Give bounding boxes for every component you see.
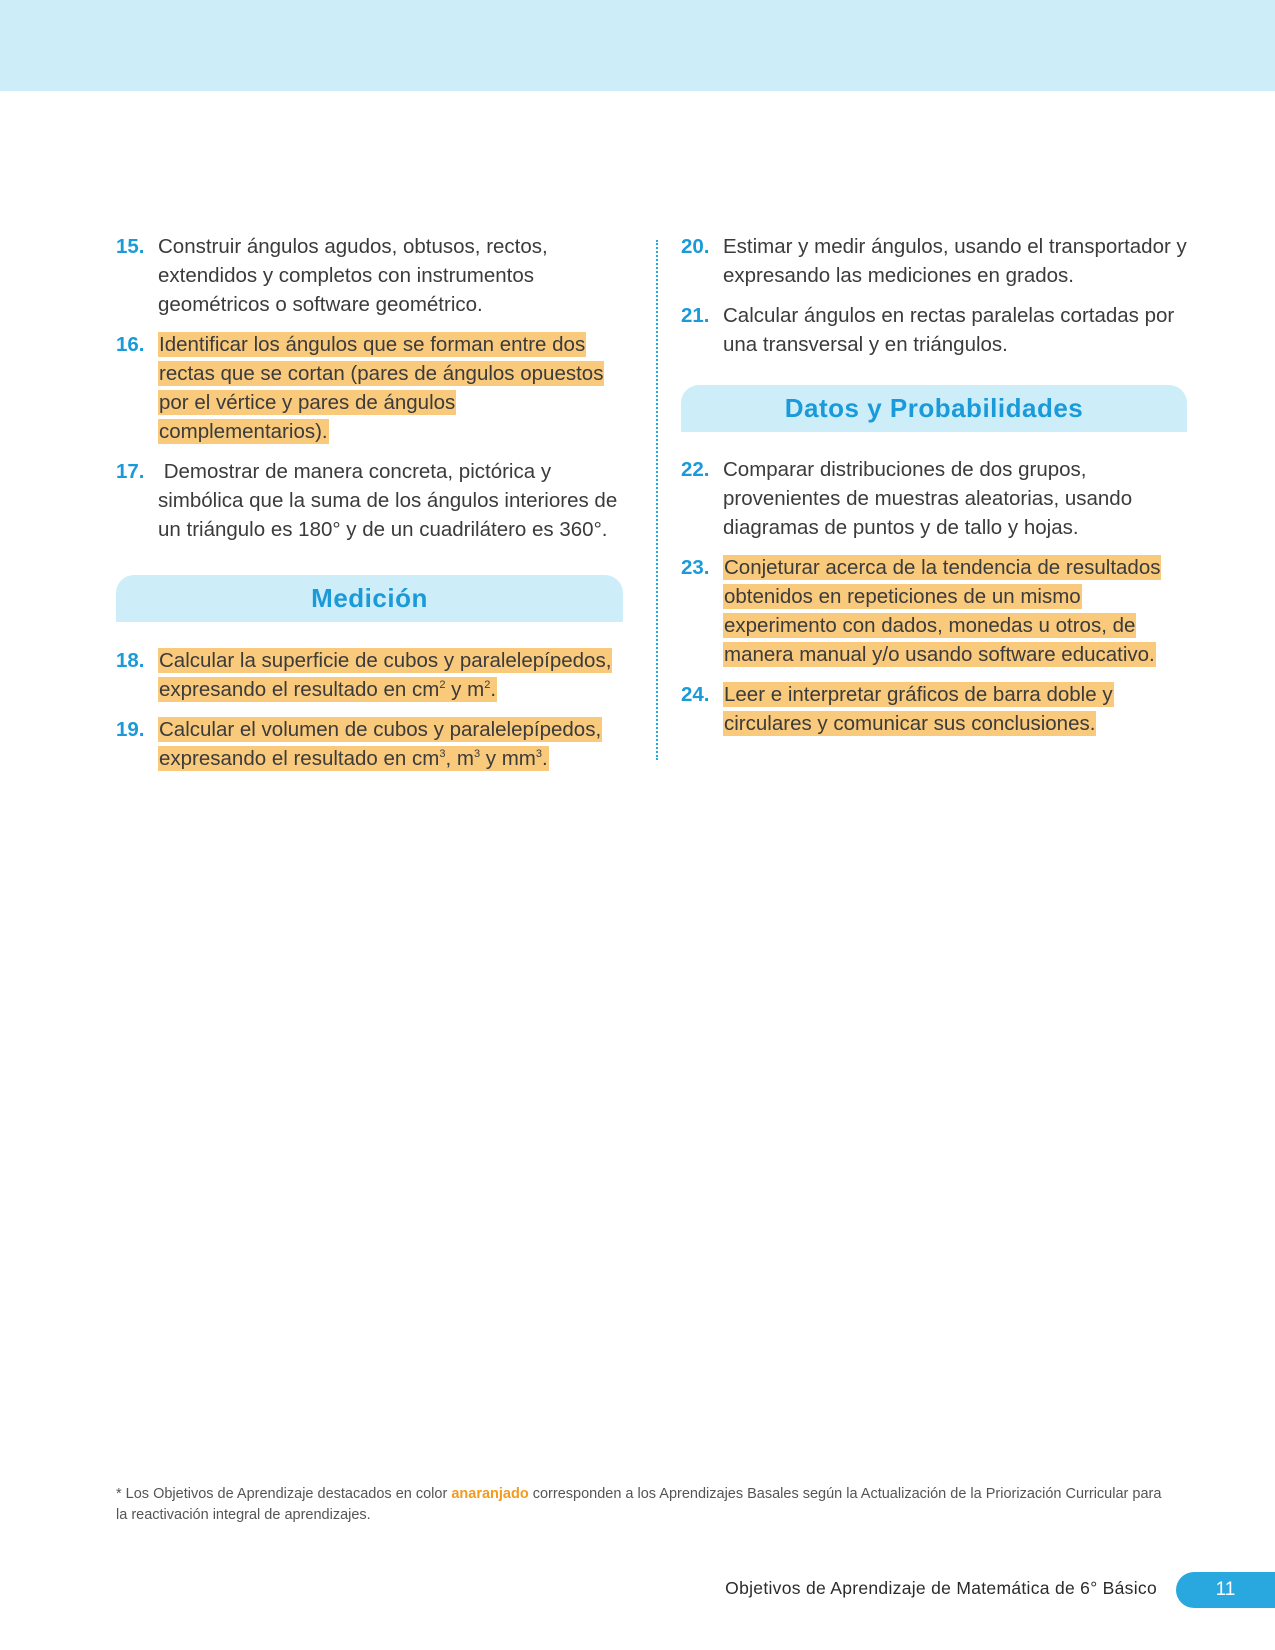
footer-title: Objetivos de Aprendizaje de Matemática de 6° Básico: [725, 1578, 1157, 1598]
objective-20: [681, 232, 1193, 290]
objective-number: 23.: [681, 556, 710, 579]
objective-17: [116, 457, 628, 544]
objective-text: Construir ángulos agudos, obtusos, rectos, extendidos y completos con instrumentos geométricos o software geométrico.: [158, 235, 548, 316]
objective-text: Demostrar de manera concreta, pictórica y simbólica que la suma de los ángulos interiores de un triángulo es 180° y de un cuadrilátero es 360°.: [158, 460, 618, 541]
left-column: [116, 232, 628, 784]
objective-text: Estimar y medir ángulos, usando el transportador y expresando las mediciones en grados.: [723, 235, 1187, 287]
section-header-medicion: [116, 575, 623, 622]
objective-number: 19.: [116, 718, 145, 741]
objective-text-highlighted: Identificar los ángulos que se forman entre dos rectas que se cortan (pares de ángulos opuestos por el vértice y pares de ángulos complementarios).: [159, 333, 604, 443]
top-header-band: [0, 0, 1275, 91]
objective-text-highlighted: Calcular el volumen de cubos y paralelepípedos, expresando el resultado en $cm^3$, $m^3$ y $mm^3$.: [159, 718, 602, 770]
column-divider: [656, 240, 658, 760]
page-number: 11: [1215, 1579, 1236, 1600]
objective-16: [116, 330, 628, 446]
objective-text: Comparar distribuciones de dos grupos, provenientes de muestras aleatorias, usando diagramas de puntos y de tallo y hojas.: [723, 458, 1133, 539]
objective-text-highlighted: Leer e interpretar gráficos de barra doble y circulares y comunicar sus conclusiones.: [724, 683, 1113, 735]
right-column: [681, 232, 1193, 749]
page-number-tab: [1176, 1572, 1275, 1608]
objective-19: [116, 715, 628, 773]
footnote-emphasis: anaranjado: [451, 1486, 529, 1502]
objective-number: 16.: [116, 333, 145, 356]
objective-number: 20.: [681, 235, 710, 258]
objective-number: 18.: [116, 649, 145, 672]
objective-text-highlighted: Calcular la superficie de cubos y paralelepípedos, expresando el resultado en $cm^2$ y $m^2$.: [159, 649, 612, 701]
objective-21: [681, 301, 1193, 359]
objective-24: [681, 680, 1193, 738]
objective-number: 24.: [681, 683, 710, 706]
objective-number: 22.: [681, 458, 710, 481]
objective-15: [116, 232, 628, 319]
objective-text: Calcular ángulos en rectas paralelas cortadas por una transversal y en triángulos.: [723, 304, 1175, 356]
section-title: Medición: [311, 583, 428, 613]
objective-text-highlighted: Conjeturar acerca de la tendencia de resultados obtenidos en repeticiones de un mismo experimento con dados, monedas u otros, de manera manual y/o usando software educativo.: [724, 556, 1161, 666]
section-header-datos-probabilidades: [681, 385, 1187, 432]
footnote: * Los Objetivos de Aprendizaje destacados en color anaranjado corresponden a los Aprendizajes Basales según la Actualización de la Priorización Curricular para la reactivación integral de aprendizajes.: [116, 1486, 1162, 1523]
objective-number: 15.: [116, 235, 145, 258]
objective-23: [681, 553, 1193, 669]
section-title: Datos y Probabilidades: [784, 393, 1084, 423]
objective-22: [681, 455, 1193, 542]
objective-number: 21.: [681, 304, 710, 327]
objective-18: [116, 646, 628, 704]
objective-number: 17.: [116, 460, 145, 483]
